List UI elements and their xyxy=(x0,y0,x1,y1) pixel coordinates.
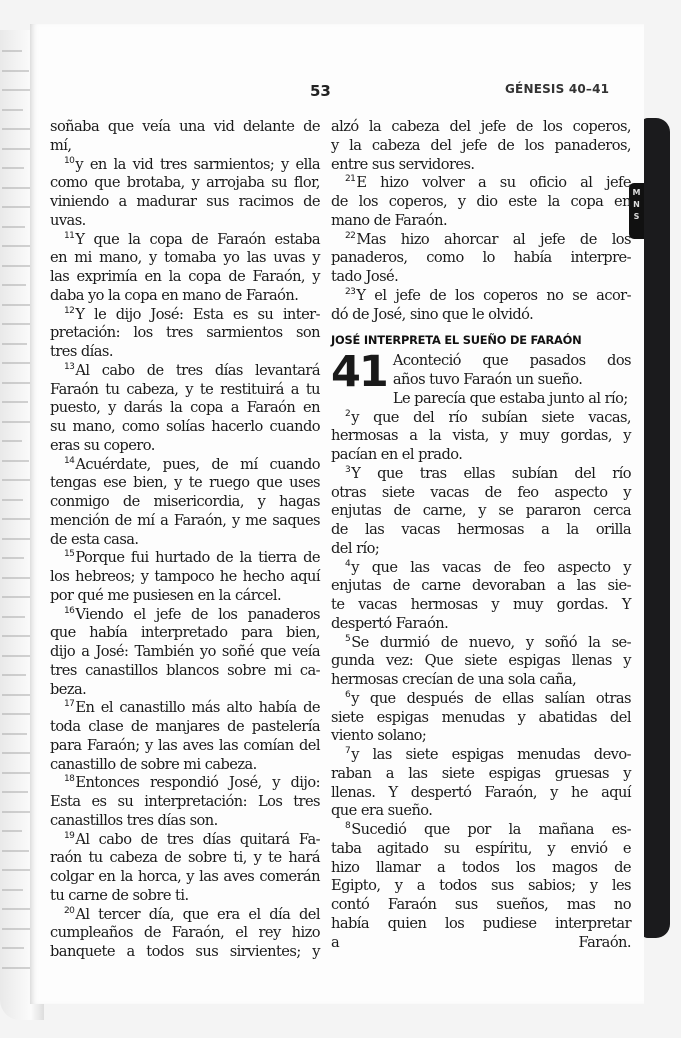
verse-line xyxy=(331,784,631,803)
verse-line xyxy=(331,465,631,484)
verse-number: 20 xyxy=(64,905,75,916)
verse-line xyxy=(331,615,631,634)
previous-page-text-line xyxy=(2,830,22,832)
verse-number: 16 xyxy=(64,605,75,616)
verse-line xyxy=(50,756,320,775)
page-number: 53 xyxy=(310,82,331,100)
verse-line xyxy=(50,699,320,718)
previous-page-text-line xyxy=(2,850,29,852)
verse-line xyxy=(331,427,631,446)
running-head: GÉNESIS 40–41 xyxy=(505,82,610,96)
previous-page-text-line xyxy=(2,343,27,345)
verse-number: 12 xyxy=(64,305,75,316)
chapter-number: 41 xyxy=(331,347,387,398)
verse-line xyxy=(50,774,320,793)
verse-text: eras su copero. xyxy=(50,436,155,454)
verse-line xyxy=(331,821,631,840)
verse-line xyxy=(50,306,320,325)
verse-number: 17 xyxy=(64,699,75,710)
verse-text: raban a las siete espigas gruesas y xyxy=(331,764,631,782)
previous-page-text-line xyxy=(2,947,24,949)
previous-page-text-line xyxy=(2,967,31,969)
verse-line xyxy=(50,737,320,756)
verse-text: las exprimía en la copa de Faraón, y xyxy=(50,268,320,285)
verse-text: que era sueño. xyxy=(331,802,433,820)
verse-line xyxy=(50,681,320,700)
previous-page-text-line xyxy=(2,499,23,501)
previous-page-text-line xyxy=(2,50,22,52)
verse-line xyxy=(331,287,631,306)
verse-line xyxy=(331,540,631,559)
verse-line xyxy=(50,831,320,850)
verse-number: 2 xyxy=(345,408,351,419)
verse-line xyxy=(331,915,631,934)
verse-line xyxy=(50,849,320,868)
verse-text: E hizo volver a su oficio al jefe xyxy=(356,174,631,192)
verse-line xyxy=(50,193,320,212)
verse-text: por qué me pusiesen en la cárcel. xyxy=(50,586,282,604)
verse-line xyxy=(331,118,631,137)
verse-text: pacían en el prado. xyxy=(331,446,463,463)
verse-line xyxy=(50,287,320,306)
verse-text: tengas ese bien, y te ruego que uses xyxy=(50,474,320,492)
verse-text: del río; xyxy=(331,539,380,557)
verse-text: Aconteció que pasados dos xyxy=(392,352,631,370)
verse-text: Mas hizo ahorcar al jefe de los xyxy=(356,230,631,248)
verse-text: tado José. xyxy=(331,268,399,285)
verse-text: alzó la cabeza del jefe de los coperos, xyxy=(331,118,631,135)
verse-line xyxy=(50,343,320,362)
verse-line xyxy=(50,812,320,831)
verse-text: Le parecía que estaba junto al río; xyxy=(392,389,628,407)
verse-text: y que del río subían siete vacas, xyxy=(351,408,631,426)
verse-line xyxy=(50,231,320,250)
verse-line xyxy=(50,549,320,568)
verse-line xyxy=(50,493,320,512)
verse-number: 7 xyxy=(345,746,351,757)
previous-page-text-line xyxy=(2,70,29,72)
verse-text: Y el jefe de los coperos no se acor- xyxy=(356,286,631,304)
verse-text: hizo llamar a todos los magos de xyxy=(331,858,631,876)
verse-text: hermosas crecían de una sola caña, xyxy=(331,671,577,688)
verse-text: panaderos, como lo había interpre- xyxy=(331,249,631,267)
verse-line xyxy=(331,212,631,231)
verse-text: Viendo el jefe de los panaderos xyxy=(75,605,320,623)
verse-text: uvas. xyxy=(50,211,86,229)
verse-text: para Faraón; y las aves las comían del xyxy=(50,736,320,754)
verse-line xyxy=(331,727,631,746)
verse-line xyxy=(50,249,320,268)
verse-line xyxy=(331,137,631,156)
verse-line xyxy=(50,474,320,493)
verse-number: 21 xyxy=(345,174,356,185)
verse-line xyxy=(50,662,320,681)
previous-page-text-line xyxy=(2,616,25,618)
verse-line xyxy=(331,859,631,878)
verse-text: mano de Faraón. xyxy=(331,211,448,229)
previous-page-text-line xyxy=(2,460,29,462)
verse-line xyxy=(331,484,631,503)
verse-number: 11 xyxy=(64,230,75,241)
previous-page-text-line xyxy=(2,557,24,559)
verse-line xyxy=(50,793,320,812)
verse-line xyxy=(50,943,320,962)
verse-line xyxy=(331,896,631,915)
verse-text: Entonces respondió José, y dijo: xyxy=(75,774,320,792)
verse-text: de las vacas hermosas a la orilla xyxy=(331,521,631,538)
verse-text: había quien los pudiese interpretar xyxy=(331,914,631,932)
previous-page-text-line xyxy=(2,518,30,520)
verse-line xyxy=(331,709,631,728)
verse-text: Porque fui hurtado de la tierra de xyxy=(75,549,320,567)
verse-text: y la cabeza del jefe de los panaderos, xyxy=(331,136,631,154)
verse-line xyxy=(50,156,320,175)
verse-text: daba yo la copa en mano de Faraón. xyxy=(50,286,299,304)
verse-text: hermosas a la vista, y muy gordas, y xyxy=(331,427,631,445)
verse-text: que había interpretado para bien, xyxy=(50,624,320,642)
previous-page-text-line xyxy=(2,245,32,247)
previous-page-text-line xyxy=(2,694,33,696)
verse-text: siete espigas menudas y abatidas del xyxy=(331,708,631,726)
verse-line xyxy=(331,652,631,671)
verse-text: a Faraón. xyxy=(331,933,631,951)
verse-line xyxy=(50,924,320,943)
verse-text: Esta es su interpretación: Los tres xyxy=(50,793,320,810)
verse-text: Sucedió que por la mañana es- xyxy=(351,821,631,838)
verse-text: años tuvo Faraón un sueño. xyxy=(392,371,583,388)
verse-text: pretación: los tres sarmientos son xyxy=(50,324,320,342)
verse-text: tu carne de sobre ti. xyxy=(50,886,189,904)
verse-line xyxy=(331,577,631,596)
verse-line xyxy=(331,671,631,690)
verse-line xyxy=(50,418,320,437)
verse-line xyxy=(50,643,320,662)
verse-text: Y que tras ellas subían del río xyxy=(351,464,631,482)
verse-line xyxy=(331,802,631,821)
verse-text: viniendo a madurar sus racimos de xyxy=(50,193,320,210)
verse-text: Y que la copa de Faraón estaba xyxy=(75,230,320,248)
thumb-tab-letter: N xyxy=(633,200,640,209)
verse-line xyxy=(50,381,320,400)
verse-line xyxy=(331,559,631,578)
verse-text: soñaba que veía una vid delante de xyxy=(50,118,320,135)
verse-text: canastillos tres días son. xyxy=(50,811,218,829)
verse-line xyxy=(50,118,320,137)
verse-text: Egipto, y a todos sus sabios; y les xyxy=(331,877,631,895)
thumb-tab-letter: S xyxy=(633,212,640,221)
verse-line xyxy=(50,906,320,925)
previous-page-text-line xyxy=(2,284,26,286)
verse-text: y en la vid tres sarmientos; y ella xyxy=(75,155,320,173)
verse-line xyxy=(331,231,631,250)
verse-text: y que después de ellas salían otras xyxy=(351,689,631,707)
verse-text: y las siete espigas menudas devo- xyxy=(351,746,631,763)
verse-text: mención de mí a Faraón, y me saques xyxy=(50,511,320,529)
previous-page-text-line xyxy=(2,167,24,169)
verse-line xyxy=(331,306,631,325)
verse-text: de esta casa. xyxy=(50,530,139,548)
verse-number: 23 xyxy=(345,286,356,297)
verse-text: llenas. Y despertó Faraón, y he aquí xyxy=(331,783,631,801)
verse-text: cumpleaños de Faraón, el rey hizo xyxy=(50,924,320,942)
right-text-column xyxy=(331,118,631,952)
verse-text: Se durmió de nuevo, y soñó la se- xyxy=(351,633,631,651)
verse-number: 22 xyxy=(345,230,356,241)
verse-number: 14 xyxy=(64,455,75,466)
verse-line xyxy=(50,624,320,643)
verse-line xyxy=(331,746,631,765)
left-text-column xyxy=(50,118,320,962)
verse-line xyxy=(50,606,320,625)
verse-text: su mano, como solías hacerlo cuando xyxy=(50,418,320,435)
previous-page-text-line xyxy=(2,908,30,910)
previous-page-text-line xyxy=(2,187,31,189)
verse-text: beza. xyxy=(50,680,87,698)
book-cover-edge xyxy=(640,118,670,938)
verse-line xyxy=(331,690,631,709)
verse-text: conmigo de misericordia, y hagas xyxy=(50,493,320,510)
previous-page-text-line xyxy=(2,226,25,228)
previous-page-text-line xyxy=(2,109,23,111)
previous-page-text-line xyxy=(2,635,32,637)
verse-number: 5 xyxy=(345,633,351,644)
verse-line xyxy=(50,512,320,531)
verse-text: Y le dijo José: Esta es su inter- xyxy=(75,305,320,323)
verse-text: gunda vez: Que siete espigas llenas y xyxy=(331,652,631,670)
verse-text: otras siete vacas de feo aspecto y xyxy=(331,483,631,501)
previous-page-text-line xyxy=(2,128,30,130)
previous-page-text-line xyxy=(2,733,27,735)
verse-line xyxy=(50,456,320,475)
verse-line xyxy=(331,934,631,953)
verse-text: mí, xyxy=(50,136,72,154)
verse-number: 4 xyxy=(345,558,351,569)
verse-line xyxy=(331,156,631,175)
verse-number: 19 xyxy=(64,830,75,841)
verse-text: En el canastillo más alto había de xyxy=(75,699,320,717)
verse-line xyxy=(331,268,631,287)
verse-text: Acuérdate, pues, de mí cuando xyxy=(75,455,320,473)
verse-number: 18 xyxy=(64,774,75,785)
previous-page-text-line xyxy=(2,401,28,403)
verse-line xyxy=(50,718,320,737)
verse-number: 10 xyxy=(64,155,75,166)
thumb-index-tab xyxy=(629,183,644,239)
verse-text: Al cabo de tres días levantará xyxy=(75,361,320,379)
verse-text: viento solano; xyxy=(331,727,427,745)
verse-text: Al tercer día, que era el día del xyxy=(75,905,320,923)
verse-text: despertó Faraón. xyxy=(331,614,449,632)
verse-line xyxy=(331,840,631,859)
verse-text: taba agitado su espíritu, y envió e xyxy=(331,839,631,857)
verse-text: tres canastillos blancos sobre mi ca- xyxy=(50,661,320,679)
verse-text: Faraón tu cabeza, y te restituirá a tu xyxy=(50,380,320,398)
verse-line xyxy=(331,409,631,428)
verse-text: y que las vacas de feo aspecto y xyxy=(351,558,631,576)
previous-page-text-line xyxy=(2,440,22,442)
verse-text: Al cabo de tres días quitará Fa- xyxy=(75,830,320,848)
previous-page-text-line xyxy=(2,304,33,306)
verse-text: toda clase de manjares de pastelería xyxy=(50,718,320,735)
verse-text: raón tu cabeza de sobre ti, y te hará xyxy=(50,849,320,867)
verse-line xyxy=(50,887,320,906)
verse-line xyxy=(50,174,320,193)
verse-text: puesto, y darás la copa a Faraón en xyxy=(50,399,320,417)
verse-line xyxy=(331,502,631,521)
verse-text: enjutas de carne, y se pararon cerca xyxy=(331,502,631,520)
verse-line xyxy=(50,399,320,418)
verse-number: 13 xyxy=(64,361,75,372)
verse-text: colgar en la horca, y las aves comerán xyxy=(50,868,320,885)
verse-text: entre sus servidores. xyxy=(331,155,475,173)
verse-line xyxy=(331,877,631,896)
verse-text: te vacas hermosas y muy gordas. Y xyxy=(331,596,631,613)
verse-text: canastillo de sobre mi cabeza. xyxy=(50,755,257,773)
previous-page-text-line xyxy=(2,674,26,676)
verse-text: contó Faraón sus sueños, mas no xyxy=(331,896,631,913)
verse-line xyxy=(50,212,320,231)
verse-text: dijo a José: También yo soñé que veía xyxy=(50,643,320,660)
verse-line xyxy=(331,634,631,653)
verse-number: 15 xyxy=(64,549,75,560)
verse-text: enjutas de carne devoraban a las sie- xyxy=(331,577,631,595)
verse-number: 6 xyxy=(345,689,351,700)
section-heading: JOSÉ INTERPRETA EL SUEÑO DE FARAÓN xyxy=(331,333,582,348)
verse-line xyxy=(331,193,631,212)
thumb-tab-letter: M xyxy=(632,188,641,197)
verse-line xyxy=(50,568,320,587)
verse-line xyxy=(331,765,631,784)
verse-line xyxy=(331,446,631,465)
verse-line xyxy=(50,137,320,156)
verse-text: de los coperos, y dio este la copa en xyxy=(331,193,631,210)
verse-line xyxy=(331,249,631,268)
verse-text: tres días. xyxy=(50,343,113,360)
verse-line xyxy=(50,531,320,550)
verse-number: 3 xyxy=(345,464,351,475)
verse-line xyxy=(50,587,320,606)
verse-line xyxy=(50,362,320,381)
verse-line xyxy=(331,596,631,615)
verse-line xyxy=(50,868,320,887)
verse-line xyxy=(331,174,631,193)
verse-text: los hebreos; y tampoco he hecho aquí xyxy=(50,568,320,585)
previous-page-text-line xyxy=(2,577,31,579)
verse-line xyxy=(50,268,320,287)
verse-line xyxy=(50,324,320,343)
previous-page-text-line xyxy=(2,889,23,891)
verse-text: dó de José, sino que le olvidó. xyxy=(331,305,534,323)
verse-line xyxy=(50,437,320,456)
verse-text: en mi mano, y tomaba yo las uvas y xyxy=(50,249,320,267)
verse-text: como que brotaba, y arrojaba su flor, xyxy=(50,174,320,192)
previous-page-text-line xyxy=(2,791,28,793)
verse-text: banquete a todos sus sirvientes; y xyxy=(50,943,320,960)
verse-line xyxy=(331,521,631,540)
verse-number: 8 xyxy=(345,821,351,832)
